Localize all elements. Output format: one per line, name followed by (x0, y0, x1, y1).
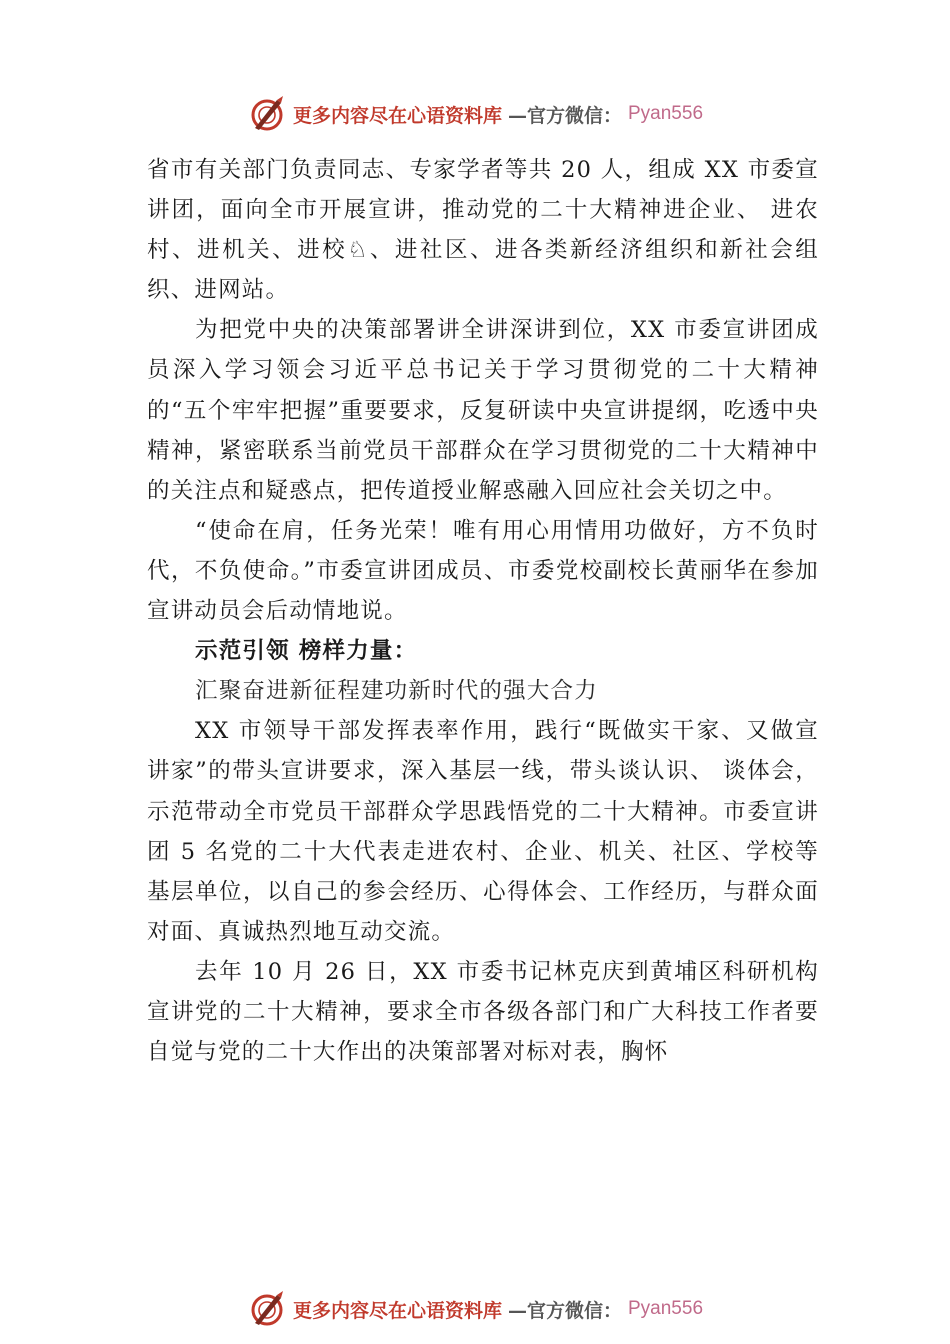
document-body (147, 150, 819, 1072)
banner-text-wechat-id: Pyan556 (628, 103, 704, 124)
paragraph-continued: 省市有关部门负责同志、专家学者等共 20 人，组成 XX 市委宣讲团，面向全市开展宣讲，推动党的二十大精神进企业、 进农村、进机关、进校♘、进社区、进各类新经济组织和新社会组织、进网站。 (147, 157, 819, 304)
header-banner (0, 92, 950, 136)
section-heading: 示范引领 榜样力量： (195, 638, 418, 665)
banner-text-library: 更多内容尽在心语资料库 (292, 104, 502, 127)
paragraph: 为把党中央的决策部署讲全讲深讲到位，XX 市委宣讲团成员深入学习领会习近平总书记关于学习贯彻党的二十大精神的“五个牢牢把握”重要要求，反复研读中央宣讲提纲，吃透中央精神，紧密联系当前党员干部群众在学习贯彻党的二十大精神中的关注点和疑惑点，把传道授业解惑融入回应社会关切之中。 (147, 317, 819, 504)
paragraph: XX 市领导干部发挥表率作用，践行“既做实干家、又做宣讲家”的带头宣讲要求，深入基层一线，带头谈认识、 谈体会，示范带动全市党员干部群众学思践悟党的二十大精神。市委宣讲团 5 名党的二十大代表走进农村、企业、机关、社区、学校等基层单位，以自己的参会经历、心得体会、工作经历，与群众面对面、真诚热烈地互动交流。 (147, 718, 819, 945)
banner-text-wechat-label: —官方微信： (507, 1299, 622, 1322)
paragraph-quote: “使命在肩，任务光荣！唯有用心用情用功做好，方不负时代，不负使命。”市委宣讲团成员、市委党校副校长黄丽华在参加宣讲动员会后动情地说。 (147, 517, 819, 625)
banner-text-wechat-label: —官方微信： (507, 104, 622, 127)
banner-text-wechat-id: Pyan556 (628, 1298, 704, 1319)
pen-emblem-icon (247, 94, 287, 134)
pen-emblem-icon (247, 1289, 287, 1329)
footer-banner (0, 1287, 950, 1331)
paragraph: 去年 10 月 26 日，XX 市委书记林克庆到黄埔区科研机构宣讲党的二十大精神，要求全市各级各部门和广大科技工作者要自觉与党的二十大作出的决策部署对标对表，胸怀 (147, 958, 819, 1066)
section-subheading: 汇聚奋进新征程建功新时代的强大合力 (195, 678, 598, 705)
banner-text-library: 更多内容尽在心语资料库 (292, 1299, 502, 1322)
